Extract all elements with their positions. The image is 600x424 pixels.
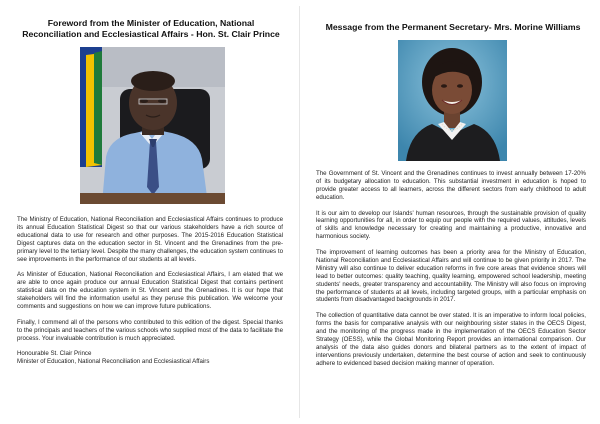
minister-paragraph-1: The Ministry of Education, National Reconciliation and Ecclesiastical Affairs continues to produce its annual Education Statistical Digest so that our various stakeholders have a rich source of educational data to use for research and other purposes. The 2015-2016 Education Statistical Digest captures data on the education sector in St. Vincent and the Grenadines from the pre-primary level to the tertiary level. Despite the many challenges, the education system continues to see improvements in the performance of our students at all levels. [17,216,283,263]
ps-paragraph-4: The collection of quantitative data cannot be over stated. It is an imperative to inform local policies, forms the basis for comparative analysis with our neighbouring sister states in the OECS Digest, and the monitoring of the progress made in the implementation of the OECS Education Sector Strategy (OESS), while the Global Monitoring Report provides an international comparison. Our analysis of the data also guides donors and bilateral partners as to the extent of impact of interventions previously undertaken, determine the best course of action and seek to continuously adhere to evidenced based decision making manner of operation. [316,312,586,367]
ps-paragraph-2: It is our aim to develop our Islands' human resources, through the sustainable provision of quality learning opportunities for all, in order to equip our people with the required values, attitudes, levels of skills and knowledge necessary for creating and maintaining a productive, innovative and harmonious society. [316,209,586,241]
permanent-secretary-photo [398,40,507,161]
signature-name: Honourable St. Clair Prince [17,350,92,358]
minister-paragraph-3: Finally, I commend all of the persons who contributed to this edition of the digest. Special thanks to the principals and teachers of the various schools who supplied most of the data to facilitate the process. Your invaluable contribution is much appreciated. [17,318,283,342]
ps-paragraph-3: The improvement of learning outcomes has been a priority area for the Ministry of Education, National Reconciliation and Ecclesiastical Affairs and will continue to be given priority in 2017. The Ministry will also continue to deliver education reforms in five core areas that evidence shows will lead to better outcomes: quality teaching, quality learning, empowered school leadership, meeting students' needs, greater transparency and accountability. The Ministry will also focus on improving the performance of students at all levels, including targeted groups, with a particular emphasis on students from disadvantaged backgrounds in 2017. [316,249,586,304]
minister-photo [80,47,225,204]
minister-paragraph-2: As Minister of Education, National Reconciliation and Ecclesiastical Affairs, I am elated that we are able to once again produce our annual Education Statistical Digest that contains pertinent statistical data on the education system in St. Vincent and the Grenadines. It is our hope that stakeholders will find the information useful as they peruse this publication. We welcome your comments and suggestions on how we can improve future publications. [17,271,283,310]
minister-foreword-heading: Foreword from the Minister of Education, National Reconciliation and Ecclesiastical Affairs - Hon. St. Clair Prince [22,18,280,39]
permanent-secretary-heading: Message from the Permanent Secretary- Mrs. Morine Williams [325,22,581,32]
ps-paragraph-1: The Government of St. Vincent and the Grenadines continues to invest annually between 17-20% of its budgetary allocation to education. This substantial investment in education is hoped to provide greater access to all learners, across the different sectors from early childhood to adult education. [316,170,586,201]
signature-title: Minister of Education, National Reconciliation and Ecclesiastical Affairs [17,358,210,366]
minister-foreword-body [17,216,283,366]
permanent-secretary-body [316,170,586,376]
permanent-secretary-page [300,0,600,424]
